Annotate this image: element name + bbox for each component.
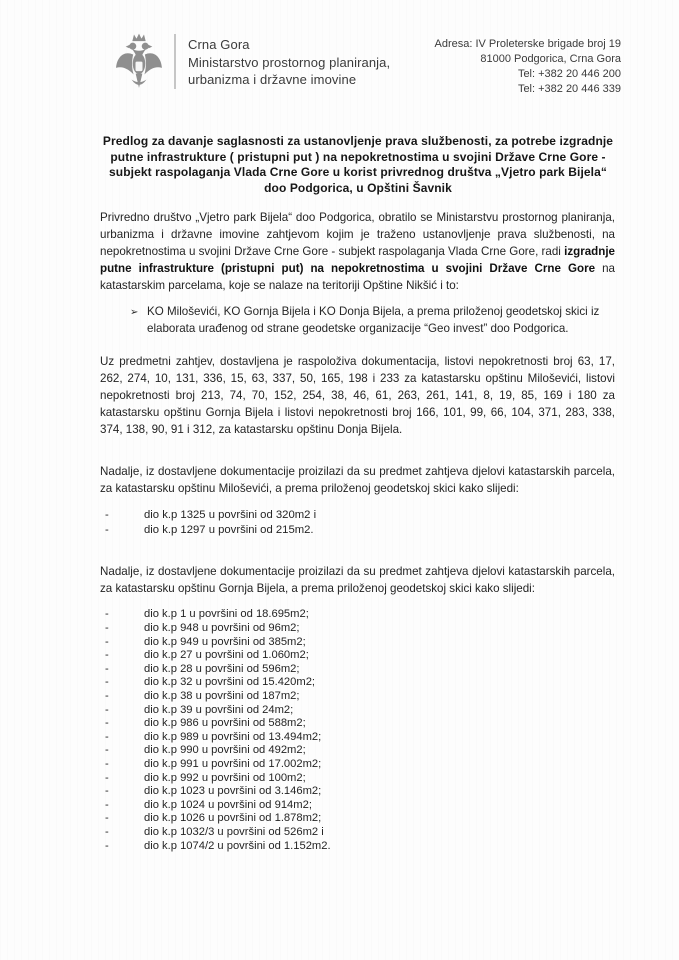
dash-marker: - (105, 825, 109, 838)
intro-paragraph (100, 209, 615, 294)
dash-marker: - (105, 785, 109, 798)
parcel-list-item (100, 826, 615, 840)
intro-text-post: na katastarskim parcelama, koje se nalaze na teritoriji Opštine Nikšić i to: (100, 262, 615, 292)
parcel-list-item (100, 676, 615, 690)
dash-marker: - (105, 730, 109, 743)
dash-marker: - (105, 839, 109, 852)
intro-text-bold: izgradnje putne infrastrukture (pristupni put) na nepokretnostima u svojini Države Crne Gore (100, 245, 615, 275)
address-line: Tel: +382 20 446 339 (517, 83, 621, 95)
ministry-name (188, 30, 390, 89)
parcel-text: dio k.p 948 u površini od 96m2; (144, 622, 300, 634)
parcel-text: dio k.p 28 u površini od 596m2; (144, 662, 300, 675)
dash-marker: - (105, 649, 109, 662)
parcel-text: dio k.p 1026 u površini od 1.878m2; (144, 812, 322, 825)
parcel-list-item (100, 731, 615, 745)
parcel-text: dio k.p 990 u površini od 492m2; (144, 744, 306, 757)
parcel-list-item (100, 799, 615, 813)
arrow-bullet-icon: ➢ (130, 307, 139, 318)
cadastral-municipalities-text: KO Miloševići, KO Gornja Bijela i KO Donja Bijela, a prema priloženoj geodetskoj skici iz elaborata urađenog od strane geodetske organizacije “Geo invest” doo Podgorica. (147, 305, 600, 335)
parcel-list-item (100, 608, 615, 622)
dash-marker: - (105, 509, 109, 521)
dash-marker: - (105, 812, 109, 825)
parcel-list-item (100, 622, 615, 636)
parcel-text: dio k.p 1297 u površini od 215m2. (144, 524, 314, 537)
parcel-text: dio k.p 1074/2 u površini od 1.152m2. (144, 839, 331, 852)
parcel-list-item (100, 758, 615, 772)
dash-marker: - (105, 703, 109, 716)
parcel-list-item (100, 663, 615, 677)
parcel-text: dio k.p 32 u površini od 15.420m2; (144, 676, 316, 689)
parcel-text: dio k.p 38 u površini od 187m2; (144, 689, 300, 702)
gornja-bijela-intro-paragraph: Nadalje, iz dostavljene dokumentacije proizilazi da su predmet zahtjeva djelovi katastarskih parcela, za katastarsku opštinu Gornja Bijela, a prema priloženoj geodetskoj skici kako slijedi: (100, 565, 615, 596)
dash-marker: - (105, 744, 109, 757)
dash-marker: - (105, 635, 109, 648)
parcel-list-item (100, 690, 615, 704)
dash-marker: - (105, 662, 109, 675)
parcel-list-item (100, 636, 615, 650)
dash-marker: - (105, 771, 109, 784)
ministry-name-line: Crna Gora (188, 37, 250, 52)
intro-text-pre: Privredno društvo „Vjetro park Bijela“ doo Podgorica, obratilo se Ministarstvu prostornog planiranja, urbanizma i državne imovine zahtjevom kojim je traženo ustanovljenje prava službenosti, na nepokretnostima u svojini Države Crne Gore - subjekt raspolaganja Vlada Crne Gore, radi (100, 211, 615, 258)
parcel-list-item (100, 840, 615, 854)
parcel-text: dio k.p 27 u površini od 1.060m2; (144, 649, 309, 662)
gornja-bijela-parcel-list (100, 608, 615, 853)
address-line: Tel: +382 20 446 200 (517, 68, 621, 80)
parcel-text: dio k.p 1325 u površini od 320m2 i (144, 509, 317, 521)
documentation-paragraph: Uz predmetni zahtjev, dostavljena je raspoloživa dokumentacija, listovi nepokretnosti broj 63, 17, 262, 274, 10, 131, 336, 15, 63, 337, 50, 165, 198 i 233 za katastarsku opštinu Miloševići, listovi nepokretnosti broj 213, 74, 70, 152, 254, 38, 46, 61, 263, 261, 141, 8, 19, 85, 169 i 180 za katastarsku opštinu Gornja Bijela i listovi nepokretnosti broj 166, 101, 99, 66, 104, 371, 283, 338, 374, 138, 90, 91 i 312, za katastarsku opštinu Donja Bijela. (100, 355, 615, 436)
parcel-list-item (100, 772, 615, 786)
parcel-text: dio k.p 1 u površini od 18.695m2; (144, 608, 309, 621)
parcel-list-item (100, 785, 615, 799)
parcel-text: dio k.p 991 u površini od 17.002m2; (144, 757, 322, 770)
address-line: 81000 Podgorica, Crna Gora (480, 53, 621, 65)
parcel-text: dio k.p 1032/3 u površini od 526m2 i (144, 825, 324, 838)
dash-marker: - (105, 676, 109, 689)
parcel-text: dio k.p 1024 u površini od 914m2; (144, 798, 312, 811)
parcel-list-item (100, 717, 615, 731)
milosevici-parcel-list (100, 508, 615, 538)
parcel-text: dio k.p 992 u površini od 100m2; (144, 771, 306, 784)
parcel-text: dio k.p 986 u površini od 588m2; (144, 717, 306, 730)
parcel-text: dio k.p 39 u površini od 24m2; (144, 703, 294, 716)
dash-marker: - (105, 622, 109, 634)
ministry-name-line: urbanizma i državne imovine (188, 72, 357, 87)
dash-marker: - (105, 798, 109, 811)
ministry-name-line: Ministarstvo prostornog planiranja, (188, 54, 391, 70)
parcel-list-item (100, 649, 615, 663)
dash-marker: - (105, 608, 109, 621)
dash-marker: - (105, 757, 109, 770)
header-address (435, 30, 622, 97)
parcel-text: dio k.p 1023 u površini od 3.146m2; (144, 785, 322, 798)
montenegro-coat-of-arms-icon (114, 32, 164, 97)
ministry-header (114, 30, 621, 97)
parcel-list-item (100, 744, 615, 758)
document-title: Predlog za davanje saglasnosti za ustanovljenje prava službenosti, za potrebe izgradnje putne infrastrukture ( pristupni put ) na nepokretnostima u svojini Države Crne Gore - subjekt raspolaganja Vlada Crne Gore u korist privrednog društva „Vjetro park Bijela“ doo Podgorica, u Opštini Šavnik (102, 134, 614, 195)
parcel-list-item (100, 523, 615, 538)
dash-marker: - (105, 689, 109, 702)
milosevici-intro-paragraph: Nadalje, iz dostavljene dokumentacije proizilazi da su predmet zahtjeva djelovi katastarskih parcela, za katastarsku opštinu Miloševići, a prema priloženoj geodetskoj skici kako slijedi: (100, 465, 615, 495)
parcel-text: dio k.p 949 u površini od 385m2; (144, 635, 306, 648)
parcel-list-item (100, 812, 615, 826)
parcel-text: dio k.p 989 u površini od 13.494m2; (144, 730, 322, 743)
address-line: Adresa: IV Proleterske brigade broj 19 (434, 38, 621, 50)
parcel-list-item (100, 508, 615, 523)
cadastral-municipalities-bullet (100, 304, 615, 337)
dash-marker: - (105, 717, 109, 730)
header-divider (174, 34, 176, 89)
dash-marker: - (105, 524, 109, 537)
parcel-list-item (100, 704, 615, 718)
